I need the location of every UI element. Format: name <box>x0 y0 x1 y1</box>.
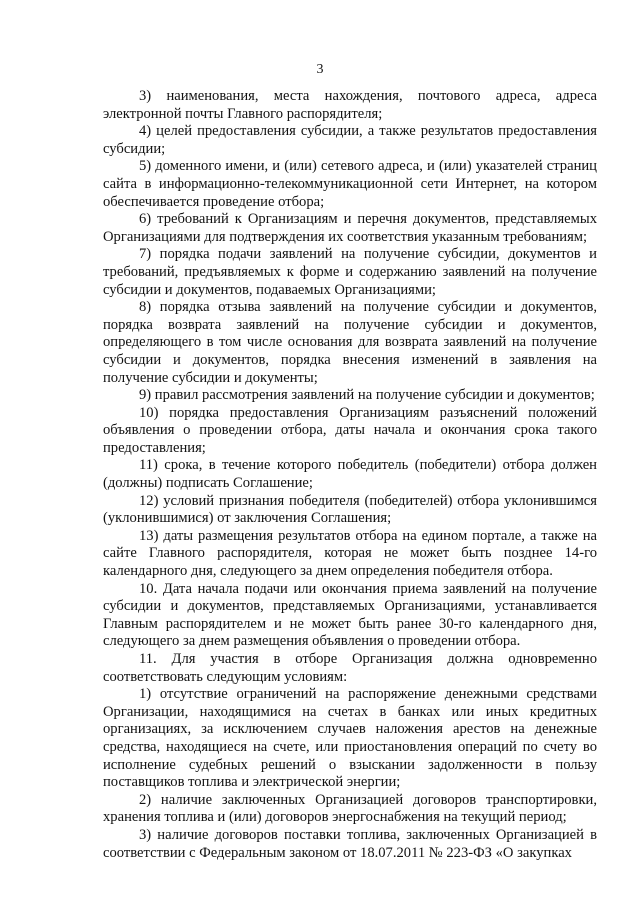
section-10-paragraph: 10. Дата начала подачи или окончания приема заявлений на получение субсидии и документов, представляемых Организациями, устанавливается Главным распорядителем и не может быть ранее 30-го календарного дня, следующего за днем размещения объявления о проведении отбора. <box>103 580 597 650</box>
document-body <box>103 88 597 862</box>
page-number: 3 <box>316 62 324 77</box>
condition-item-1: 1) отсутствие ограничений на распоряжение денежными средствами Организации, находящимися на счетах в банках или иных кредитных организациях, за исключением случаев наложения арестов на денежные средства, находящиеся на счете, или приостановления операций по счету во исполнение судебных решений о взыскании задолженности в пользу поставщиков топлива и электрической энергии; <box>103 686 597 791</box>
paragraph-item-6: 6) требований к Организациям и перечня документов, представляемых Организациями для подтверждения их соответствия указанным требованиям; <box>103 211 597 245</box>
paragraph-item-3: 3) наименования, места нахождения, почтового адреса, адреса электронной почты Главного распорядителя; <box>103 88 597 122</box>
section-11-paragraph: 11. Для участия в отборе Организация должна одновременно соответствовать следующим условиям: <box>103 651 597 685</box>
paragraph-item-13: 13) даты размещения результатов отбора на едином портале, а также на сайте Главного распорядителя, которая не может быть позднее 14-го календарного дня, следующего за днем определения победителя отбора. <box>103 527 597 580</box>
paragraph-item-7: 7) порядка подачи заявлений на получение субсидии, документов и требований, предъявляемых к форме и содержанию заявлений на получение субсидии и документов, подаваемых Организациями; <box>103 246 597 298</box>
paragraph-item-12: 12) условий признания победителя (победителей) отбора уклонившимся (уклонившимися) от заключения Соглашения; <box>103 492 597 527</box>
condition-item-2: 2) наличие заключенных Организацией договоров транспортировки, хранения топлива и (или) договоров энергоснабжения на текущий период; <box>103 791 597 826</box>
paragraph-item-9: 9) правил рассмотрения заявлений на получение субсидии и документов; <box>139 387 595 404</box>
paragraph-item-8: 8) порядка отзыва заявлений на получение субсидии и документов, порядка возврата заявлений на получение субсидии и документов, определяющего в том числе основания для возврата заявлений на получение субсидии и документов, порядка внесения изменений в заявления на получение субсидии и документы; <box>103 299 597 386</box>
paragraph-item-10: 10) порядка предоставления Организациям разъяснений положений объявления о проведении отбора, даты начала и окончания срока такого предоставления; <box>103 404 597 456</box>
paragraph-item-11: 11) срока, в течение которого победитель (победители) отбора должен (должны) подписать Соглашение; <box>103 457 597 492</box>
paragraph-item-5: 5) доменного имени, и (или) сетевого адреса, и (или) указателей страниц сайта в информационно-телекоммуникационной сети Интернет, на котором обеспечивается проведение отбора; <box>103 158 597 210</box>
condition-item-3: 3) наличие договоров поставки топлива, заключенных Организацией в соответствии с Федеральным законом от 18.07.2011 № 223-ФЗ «О закупках <box>103 826 597 861</box>
paragraph-item-4: 4) целей предоставления субсидии, а также результатов предоставления субсидии; <box>103 123 597 157</box>
